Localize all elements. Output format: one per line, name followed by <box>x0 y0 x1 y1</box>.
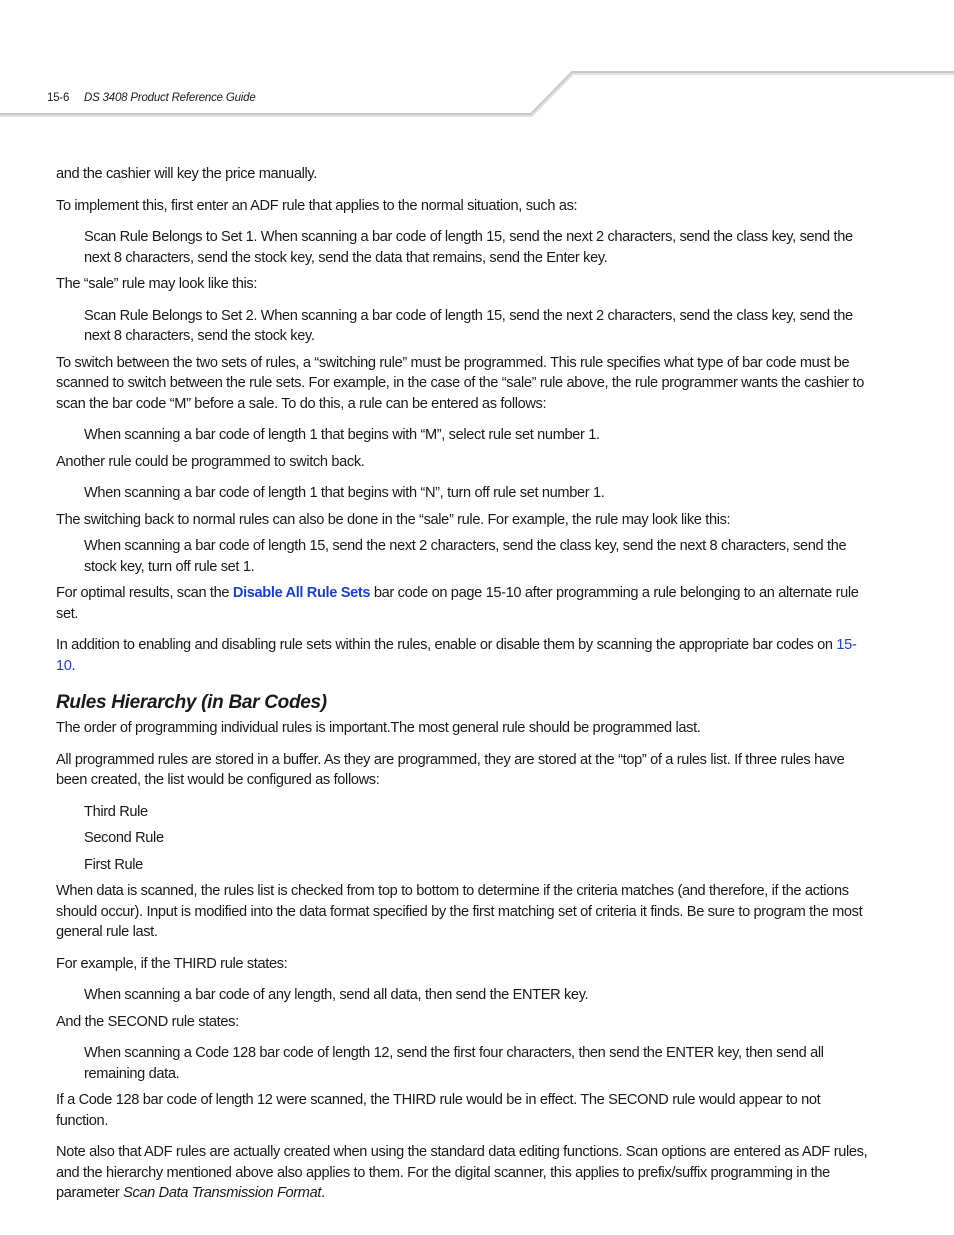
paragraph: To switch between the two sets of rules, a “switching rule” must be programmed. This rule specifies what type of bar code must be scanned to switch between the rule sets. For example, in the case of the “sale” rule above, the rule programmer wants the cashier to scan the bar code “M” before a sale. To do this, a rule can be entered as follows: <box>56 354 864 412</box>
paragraph-with-link <box>56 583 870 624</box>
indented-example: Scan Rule Belongs to Set 2. When scanning a bar code of length 15, send the next 2 characters, send the class key, send the next 8 characters, send the stock key. <box>84 307 853 344</box>
list-item: First Rule <box>84 856 143 873</box>
paragraph: All programmed rules are stored in a buffer. As they are programmed, they are stored at the “top” of a rules list. If three rules have been created, the list would be configured as follows: <box>56 751 845 788</box>
paragraph <box>56 1142 870 1204</box>
text: . <box>321 1185 325 1201</box>
paragraph: The switching back to normal rules can also be done in the “sale” rule. For example, the rule may look like this: <box>56 511 731 528</box>
paragraph: The “sale” rule may look like this: <box>56 276 258 292</box>
main-content <box>56 164 870 1215</box>
paragraph: And the SECOND rule states: <box>56 1013 239 1030</box>
text: Note also that ADF rules are actually created when using the standard data editing functions. Scan options are entered as ADF rules, and the hierarchy mentioned above also applies to them. For the digital scanner, this applies to prefix/suffix programming in the parameter <box>56 1144 868 1201</box>
header-page-number: 15-6 <box>47 92 70 104</box>
list-item: Third Rule <box>84 803 148 820</box>
disable-all-rule-sets-link[interactable]: Disable All Rule Sets <box>232 585 371 601</box>
page-header <box>0 0 954 120</box>
paragraph: and the cashier will key the price manually. <box>56 166 317 182</box>
paragraph: To implement this, first enter an ADF rule that applies to the normal situation, such as: <box>56 197 578 214</box>
list-item: Second Rule <box>84 830 164 846</box>
header-guide-title: DS 3408 Product Reference Guide <box>84 92 256 104</box>
text: . <box>71 657 76 674</box>
paragraph-with-link <box>56 635 870 676</box>
indented-example: Scan Rule Belongs to Set 1. When scanning a bar code of length 15, send the next 2 characters, send the class key, send the next 8 characters, send the stock key, send the data that remains, send the Enter key. <box>84 229 853 266</box>
page-15-10-link[interactable]: 15-10 <box>56 637 857 674</box>
paragraph: When data is scanned, the rules list is checked from top to bottom to determine if the criteria matches (and therefore, if the actions should occur). Input is modified into the data format specified by the first matching set of criteria it finds. Be sure to program the most general rule last. <box>56 883 863 940</box>
paragraph: For example, if the THIRD rule states: <box>56 955 288 972</box>
indented-example: When scanning a Code 128 bar code of length 12, send the first four characters, then send the ENTER key, then send all remaining data. <box>84 1045 824 1082</box>
text: In addition to enabling and disabling rule sets within the rules, enable or disable them by scanning the appropriate bar codes on <box>56 637 837 653</box>
text: For optimal results, scan the <box>56 585 233 601</box>
indented-example: When scanning a bar code of any length, send all data, then send the ENTER key. <box>84 987 589 1003</box>
indented-example: When scanning a bar code of length 15, send the next 2 characters, send the class key, send the next 8 characters, send the stock key, turn off rule set 1. <box>84 538 847 575</box>
indented-example: When scanning a bar code of length 1 that begins with “M”, select rule set number 1. <box>84 427 600 443</box>
paragraph: Another rule could be programmed to switch back. <box>56 453 365 470</box>
paragraph: If a Code 128 bar code of length 12 were scanned, the THIRD rule would be in effect. The SECOND rule would appear to not function. <box>56 1092 821 1129</box>
section-heading: Rules Hierarchy (in Bar Codes) <box>56 692 327 713</box>
rules-list <box>56 802 870 876</box>
paragraph: The order of programming individual rules is important.The most general rule should be programmed last. <box>56 720 701 736</box>
parameter-name: Scan Data Transmission Format <box>123 1185 322 1201</box>
indented-example: When scanning a bar code of length 1 that begins with “N”, turn off rule set number 1. <box>84 485 605 501</box>
text: bar code on page 15-10 after programming a rule belonging to an alternate rule set. <box>56 585 859 622</box>
